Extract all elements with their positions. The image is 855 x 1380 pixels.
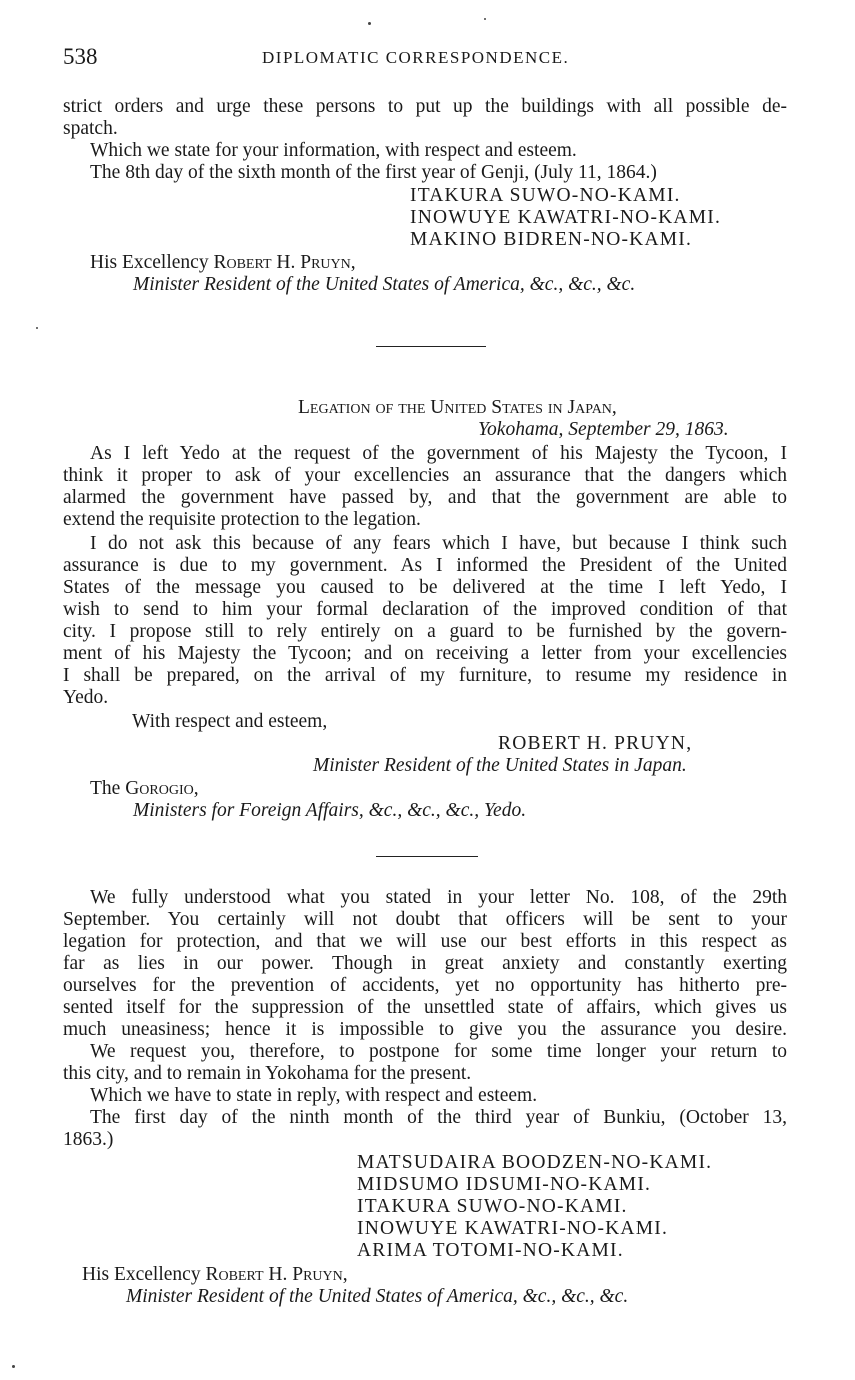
letter-place: Legation of the United States in Japan, (298, 397, 617, 418)
body-line: We request you, therefore, to postpone for some time longer your return to (90, 1041, 787, 1062)
scan-speck (368, 22, 371, 25)
signatory: MAKINO BIDREN-NO-KAMI. (410, 229, 693, 250)
section-divider (376, 346, 486, 347)
signatory: MATSUDAIRA BOODZEN-NO-KAMI. (357, 1152, 713, 1173)
date-line: 1863.) (63, 1129, 114, 1150)
body-line: far as lies in our power. Though in great anxiety and constantly exerting (63, 953, 787, 974)
body-line: September. You certainly will not doubt that officers will be sent to your (63, 909, 787, 930)
body-line: legation for protection, and that we will use our best efforts in this respect as (63, 931, 787, 952)
closing-line: With respect and esteem, (132, 711, 328, 732)
signatory: INOWUYE KAWATRI-NO-KAMI. (410, 207, 722, 228)
body-line: strict orders and urge these persons to put up the buildings with all possible de- (63, 96, 787, 117)
body-line: ment of his Majesty the Tycoon; and on receiving a letter from your excellencies (63, 643, 787, 664)
scan-speck (36, 327, 38, 329)
addressee (82, 1264, 348, 1286)
body-line: much uneasiness; hence it is impossible to give you the assurance you desire. (63, 1019, 787, 1040)
letter-date: Yokohama, September 29, 1863. (478, 419, 729, 440)
addressee-prefix: The (90, 778, 126, 799)
body-line: sented itself for the suppression of the unsettled state of affairs, which gives us (63, 997, 787, 1018)
body-line: spatch. (63, 118, 118, 139)
body-line: wish to send to him your formal declaration of the improved condition of that (63, 599, 787, 620)
signatory: ITAKURA SUWO-NO-KAMI. (410, 185, 681, 206)
body-line: alarmed the government have passed by, and that the government are able to (63, 487, 787, 508)
addressee-prefix: His Excellency (82, 1264, 206, 1285)
signatory-title: Minister Resident of the United States in Japan. (313, 755, 687, 776)
signatory: ITAKURA SUWO-NO-KAMI. (357, 1196, 628, 1217)
body-line: We fully understood what you stated in your letter No. 108, of the 29th (90, 887, 787, 908)
addressee-name: Robert H. Pruyn, (213, 252, 356, 273)
page-number: 538 (63, 44, 98, 69)
signatory: ARIMA TOTOMI-NO-KAMI. (357, 1240, 624, 1261)
body-line: As I left Yedo at the request of the government of his Majesty the Tycoon, I (90, 443, 787, 464)
addressee (90, 778, 199, 800)
signatory: ROBERT H. PRUYN, (498, 733, 693, 754)
scan-speck (484, 18, 486, 20)
body-line: Yedo. (63, 687, 109, 708)
addressee-name: Robert H. Pruyn, (205, 1264, 348, 1285)
closing-line: Which we have to state in reply, with respect and esteem. (90, 1085, 538, 1106)
body-line: this city, and to remain in Yokohama for the present. (63, 1063, 472, 1084)
scan-speck (12, 1365, 15, 1368)
body-line: ourselves for the prevention of accidents, yet no opportunity has hitherto pre- (63, 975, 787, 996)
date-line: The 8th day of the sixth month of the first year of Genji, (July 11, 1864.) (90, 162, 657, 183)
body-line: think it proper to ask of your excellencies an assurance that the dangers which (63, 465, 787, 486)
body-line: city. I propose still to rely entirely on a guard to be furnished by the govern- (63, 621, 787, 642)
addressee-title: Minister Resident of the United States of America, &c., &c., &c. (126, 1286, 629, 1307)
addressee-name: Gorogio, (125, 778, 199, 799)
body-line: States of the message you caused to be delivered at the time I left Yedo, I (63, 577, 787, 598)
body-line: I shall be prepared, on the arrival of my furniture, to resume my residence in (63, 665, 787, 686)
section-divider (376, 856, 478, 857)
addressee-title: Minister Resident of the United States of America, &c., &c., &c. (133, 274, 636, 295)
body-line: assurance is due to my government. As I informed the President of the United (63, 555, 787, 576)
date-line: The first day of the ninth month of the third year of Bunkiu, (October 13, (90, 1107, 787, 1128)
signatory: INOWUYE KAWATRI-NO-KAMI. (357, 1218, 669, 1239)
body-line: extend the requisite protection to the legation. (63, 509, 421, 530)
body-line: I do not ask this because of any fears which I have, but because I think such (90, 533, 787, 554)
addressee (90, 252, 356, 274)
addressee-title: Ministers for Foreign Affairs, &c., &c., &c., Yedo. (133, 800, 527, 821)
closing-line: Which we state for your information, with respect and esteem. (90, 140, 577, 161)
signatory: MIDSUMO IDSUMI-NO-KAMI. (357, 1174, 652, 1195)
addressee-prefix: His Excellency (90, 252, 214, 273)
running-title: DIPLOMATIC CORRESPONDENCE. (262, 48, 570, 67)
